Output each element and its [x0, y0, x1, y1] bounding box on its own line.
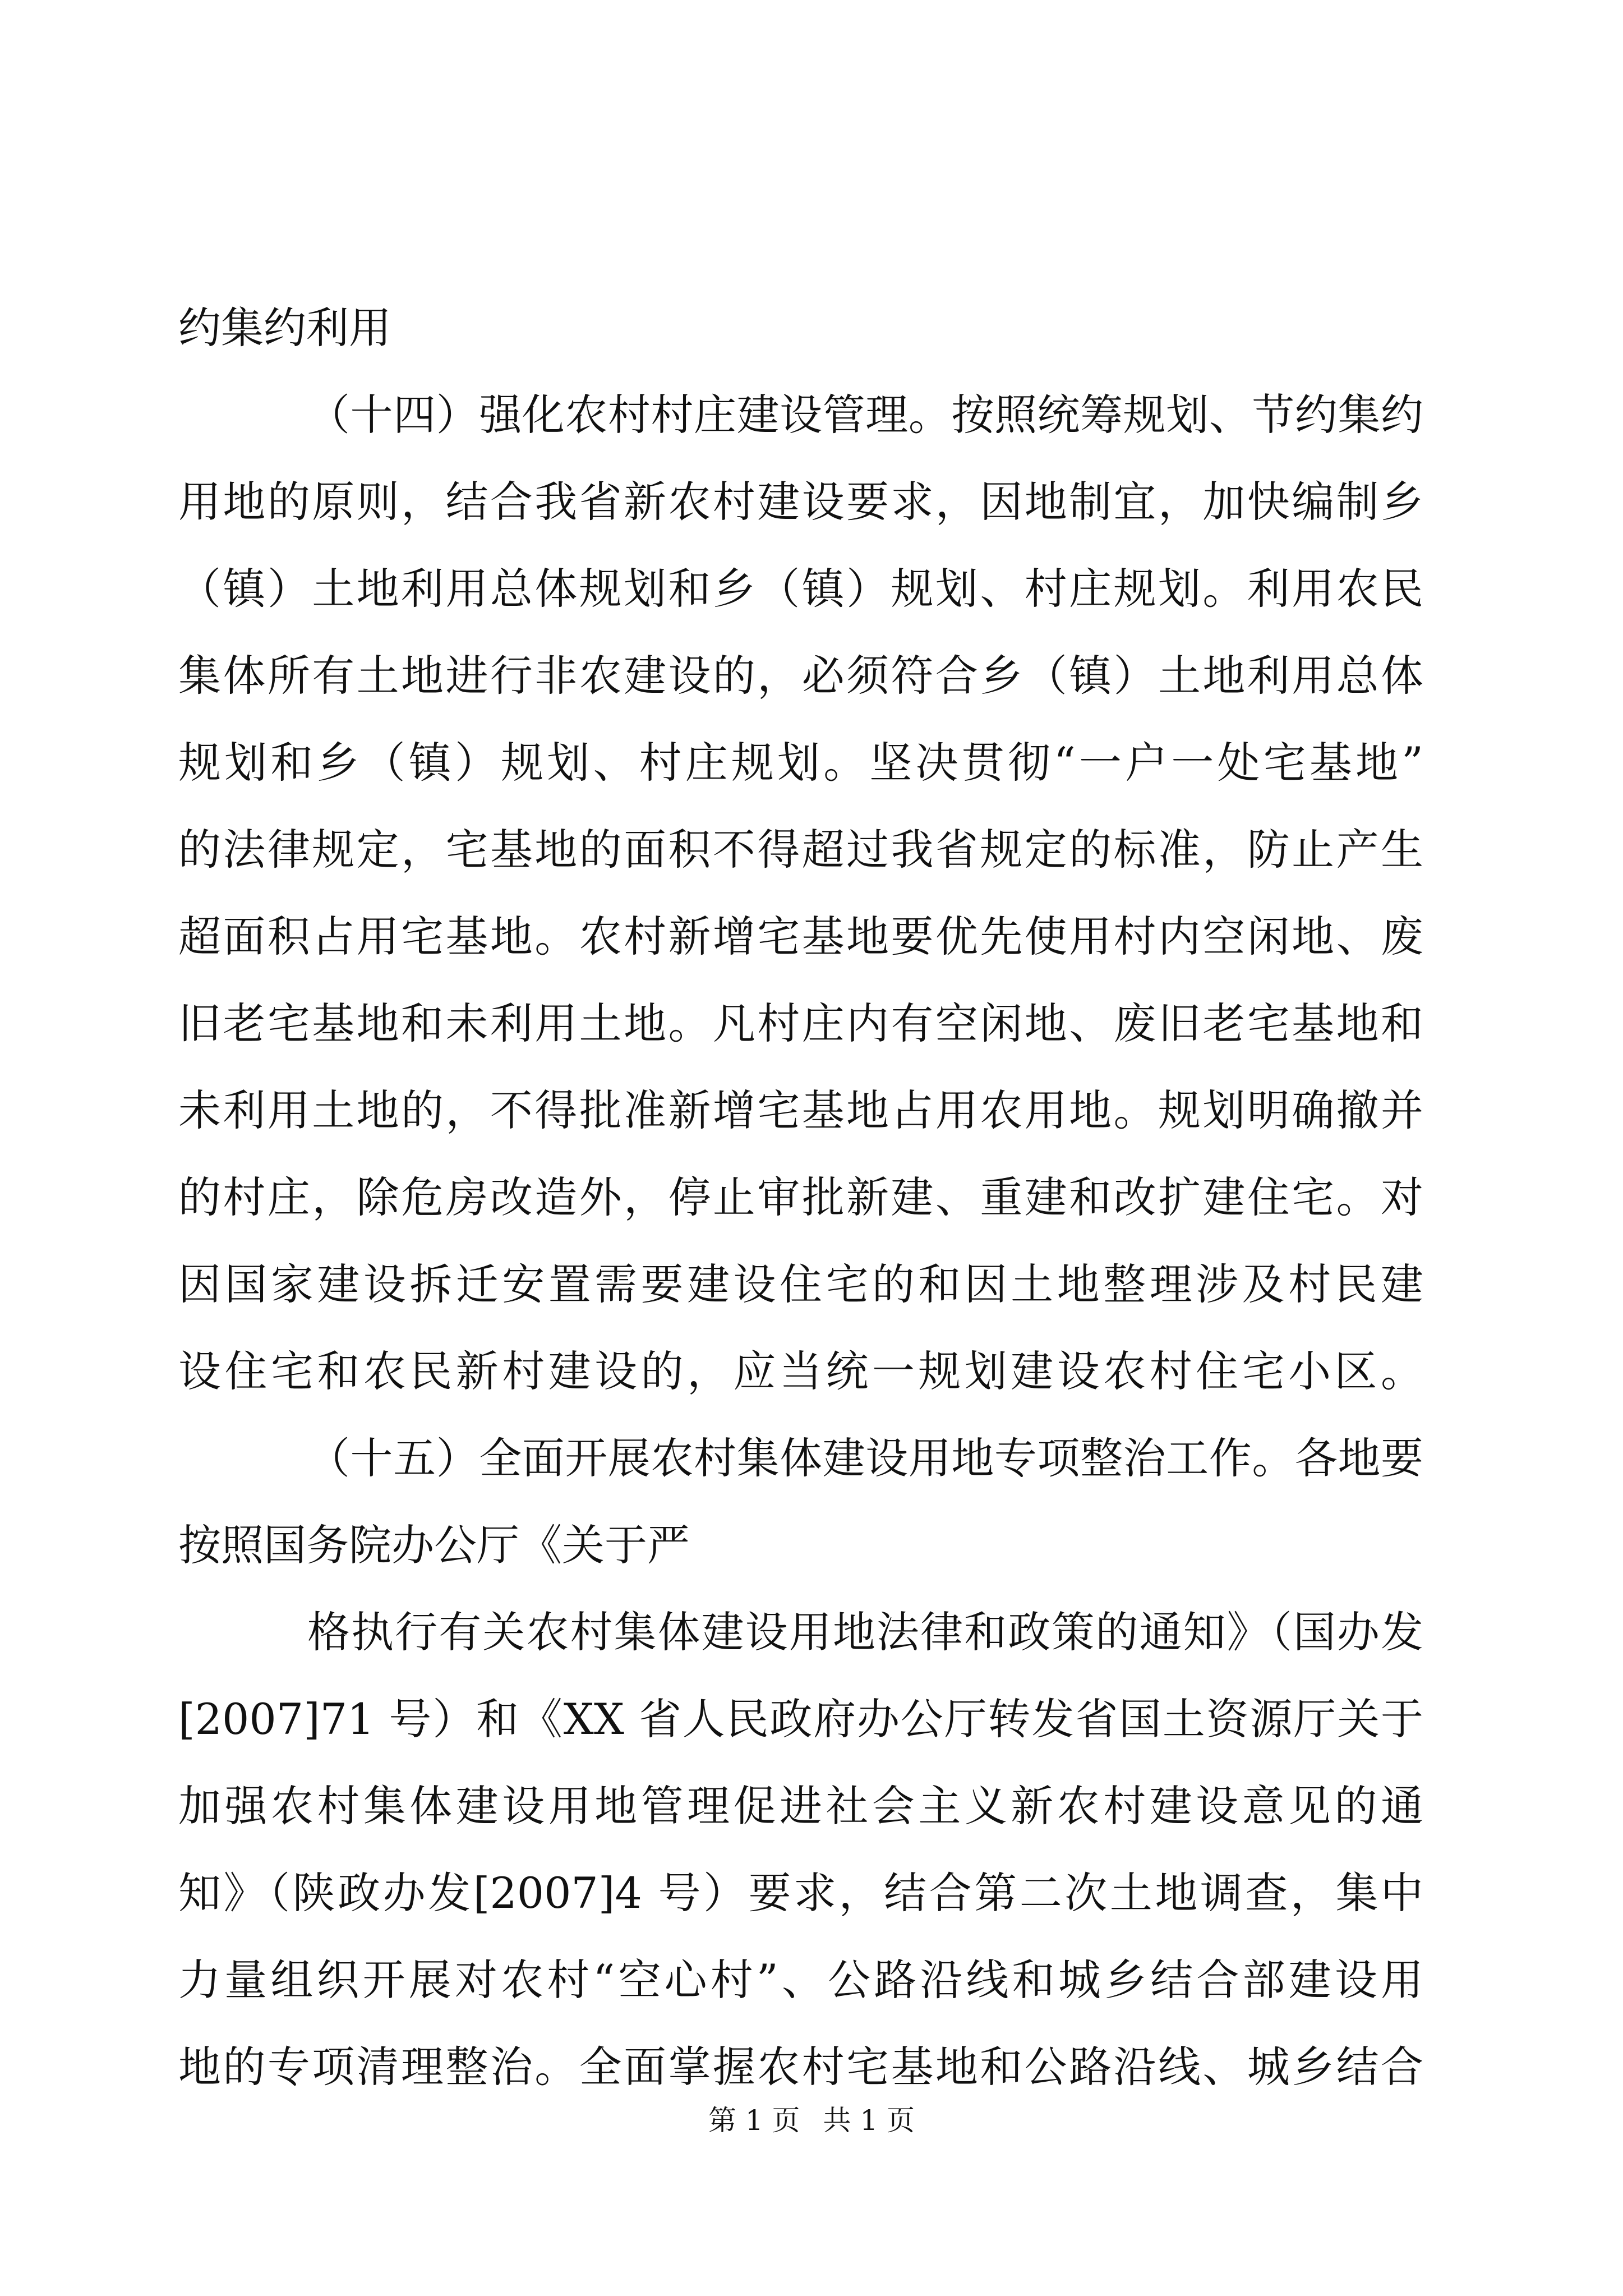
- text-line: 加强农村集体建设用地管理促进社会主义新农村建设意见的通: [178, 1781, 1423, 1831]
- text-line: 地的专项清理整治。全面掌握农村宅基地和公路沿线、城乡结合: [178, 2042, 1423, 2092]
- text-line: （镇）土地利用总体规划和乡（镇）规划、村庄规划。利用农民: [178, 564, 1423, 614]
- text-line: 设住宅和农民新村建设的，应当统一规划建设农村住宅小区。: [178, 1346, 1423, 1396]
- text-line: 的法律规定，宅基地的面积不得超过我省规定的标准，防止产生: [178, 825, 1423, 875]
- text-line: 知》（陕政办发[2007]4 号）要求，结合第二次土地调查，集中: [178, 1868, 1423, 1918]
- text-line: 的村庄，除危房改造外，停止审批新建、重建和改扩建住宅。对: [178, 1172, 1423, 1222]
- text-line: 集体所有土地进行非农建设的，必须符合乡（镇）土地利用总体: [178, 651, 1423, 701]
- page-number: 第 1 页: [708, 2104, 800, 2137]
- text-line: 按照国务院办公厅《关于严: [178, 1520, 690, 1570]
- text-line: 力量组织开展对农村“空心村”、公路沿线和城乡结合部建设用: [178, 1955, 1423, 2005]
- text-line: （十五）全面开展农村集体建设用地专项整治工作。各地要: [307, 1433, 1423, 1483]
- text-line: [2007]71 号）和《XX 省人民政府办公厅转发省国土资源厅关于: [178, 1694, 1423, 1744]
- page-footer: [0, 2101, 1623, 2140]
- text-line: （十四）强化农村村庄建设管理。按照统筹规划、节约集约: [307, 390, 1423, 440]
- page-total: 共 1 页: [823, 2104, 915, 2137]
- text-line: 旧老宅基地和未利用土地。凡村庄内有空闲地、废旧老宅基地和: [178, 999, 1423, 1048]
- text-line: 规划和乡（镇）规划、村庄规划。坚决贯彻“一户一处宅基地”: [178, 738, 1423, 788]
- text-line: 未利用土地的，不得批准新增宅基地占用农用地。规划明确撤并: [178, 1085, 1423, 1135]
- text-line: 格执行有关农村集体建设用地法律和政策的通知》（国办发: [307, 1607, 1423, 1657]
- text-line: 因国家建设拆迁安置需要建设住宅的和因土地整理涉及村民建: [178, 1259, 1423, 1309]
- text-line: 超面积占用宅基地。农村新增宅基地要优先使用村内空闲地、废: [178, 912, 1423, 961]
- text-line: 约集约利用: [178, 303, 391, 353]
- text-line: 用地的原则，结合我省新农村建设要求，因地制宜，加快编制乡: [178, 477, 1423, 527]
